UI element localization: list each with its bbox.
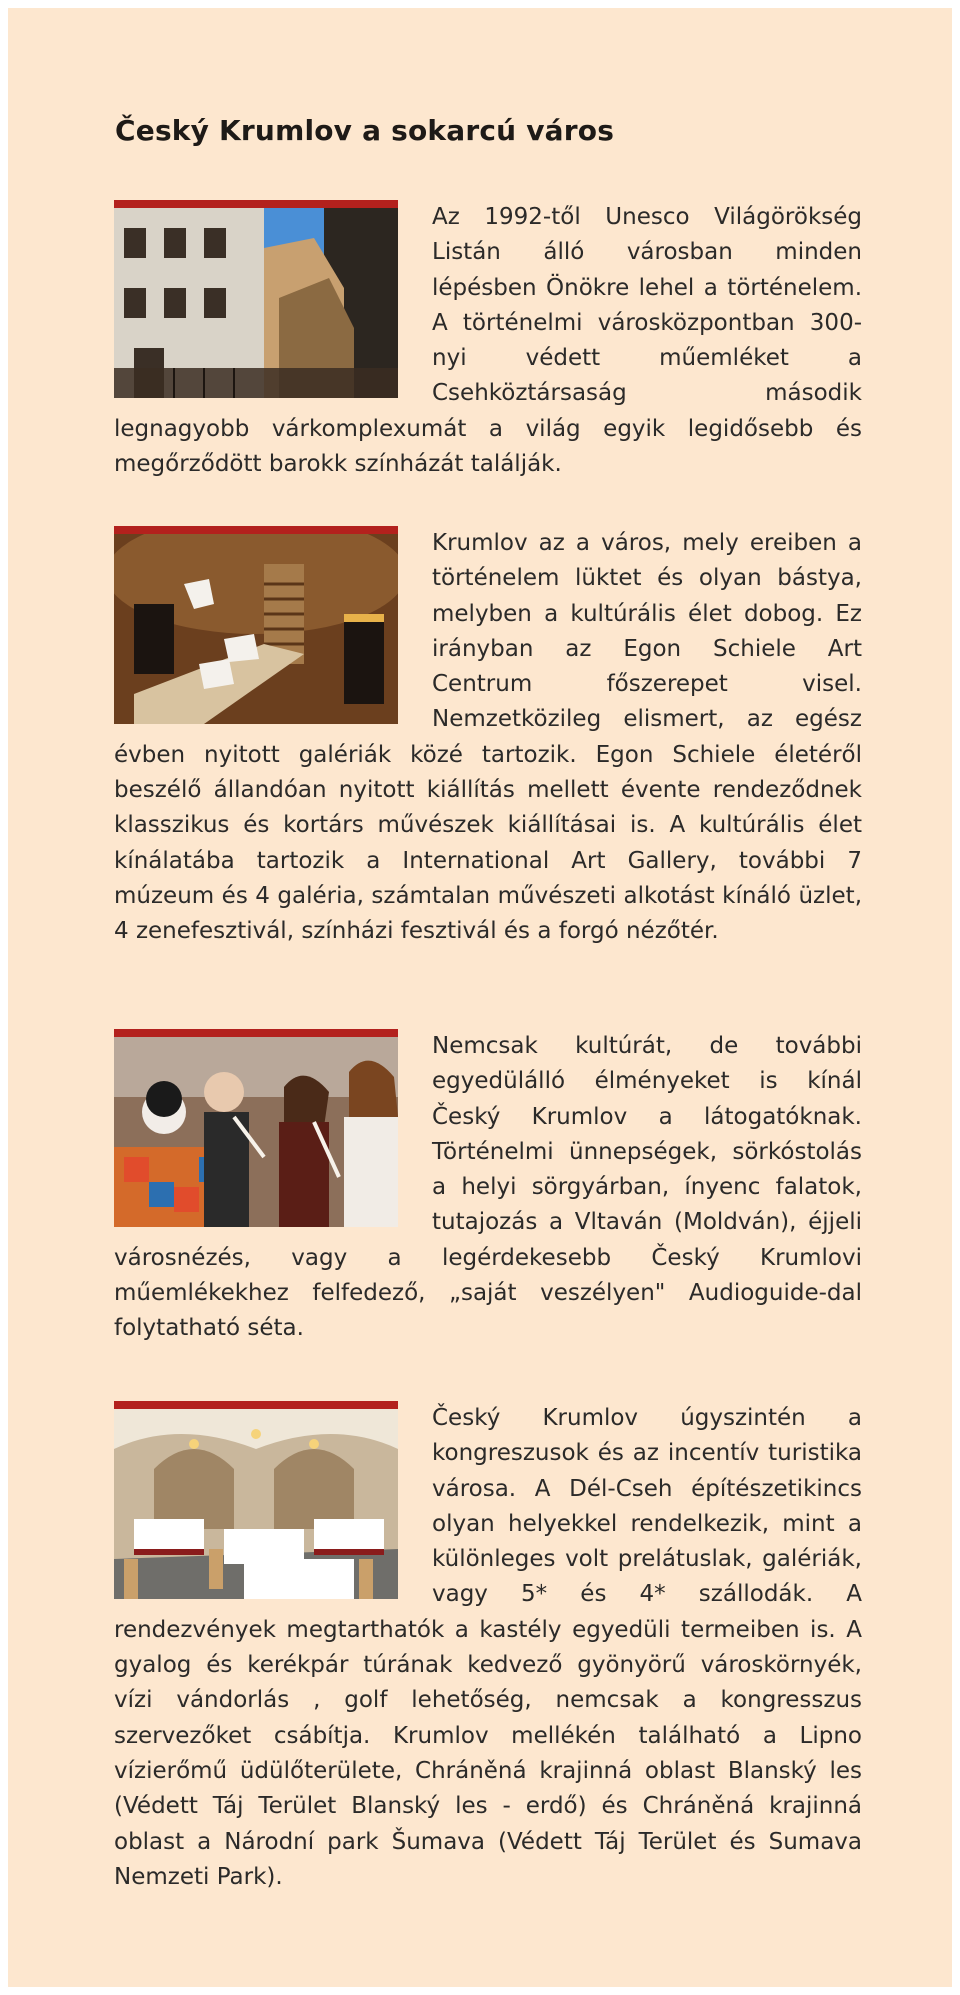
- section-text: Az 1992-től Unesco Világörökség Listán álló városban minden lépésben Önökre lehel a történelem. A történelmi városközpontban 300-nyi védett műemléket a Csehköztársaság második legnagyobb várkomplexumát a világ egyik legidősebb és megőrződött barokk színházát találják.: [114, 204, 862, 478]
- page-title: Český Krumlov a sokarcú város: [115, 114, 615, 147]
- photo-banquet-hall: [114, 1401, 398, 1599]
- photo-accent-bar: [114, 200, 398, 208]
- section-congress: [114, 1401, 862, 1895]
- photo-old-town: [114, 200, 398, 398]
- section-text: Krumlov az a város, mely ereiben a történelem lüktet és olyan bástya, melyben a kultúrális élet dobog. Ez irányban az Egon Schiele Art Centrum főszerepet visel. Nemzetközileg elismert, az egész évben nyitott galériák közé tartozik. Egon Schiele életéről beszélő állandóan nyitott kiállítás mellett évente rendeződnek klasszikus és kortárs művészek kiállításai is. A kultúrális élet kínálatába tartozik a International Art Gallery, további 7 múzeum és 4 galéria, számtalan művészeti alkotást kínáló üzlet, 4 zenefesztivál, színházi fesztivál és a forgó nézőtér.: [114, 530, 862, 945]
- brochure-page: [8, 8, 952, 1987]
- photo-gallery: [114, 526, 398, 724]
- photo-accent-bar: [114, 526, 398, 534]
- section-text: Nemcsak kultúrát, de további egyedülálló élményeket is kínál Český Krumlov a látogatóknak. Történelmi ünnepségek, sörkóstolás a helyi sörgyárban, ínyenc falatok, tutajozás a Vltaván (Moldván), éjjeli városnézés, vagy a legérdekesebb Český Krumlovi műemlékekhez felfedező, „saját veszélyen" Audioguide-dal folytatható séta.: [114, 1033, 862, 1342]
- photo-accent-bar: [114, 1029, 398, 1037]
- photo-accent-bar: [114, 1401, 398, 1409]
- musicians-photo: [114, 1037, 398, 1227]
- section-unesco: [114, 200, 862, 482]
- section-text: Český Krumlov úgyszintén a kongreszusok és az incentív turistika városa. A Dél-Cseh építészetikincs olyan helyekkel rendelkezik, mint a különleges volt prelátuslak, galériák, vagy 5* és 4* szállodák. A rendezvények megtarthatók a kastély egyedüli termeiben is. A gyalog és kerékpár túrának kedvező gyönyörű városkörnyék, vízi vándorlás , golf lehetőség, nemcsak a kongresszus szervezőket csábítja. Krumlov mellékén található a Lipno vízierőmű üdülőterülete, Chráněná krajinná oblast Blanský les (Védett Táj Terület Blanský les - erdő) és Chráněná krajinná oblast a Národní park Šumava (Védett Táj Terület és Sumava Nemzeti Park).: [114, 1405, 862, 1890]
- section-culture: [114, 526, 862, 950]
- old-town-photo: [114, 208, 398, 398]
- banquet-hall-photo: [114, 1409, 398, 1599]
- photo-musicians: [114, 1029, 398, 1227]
- gallery-photo: [114, 534, 398, 724]
- section-experiences: [114, 1029, 862, 1347]
